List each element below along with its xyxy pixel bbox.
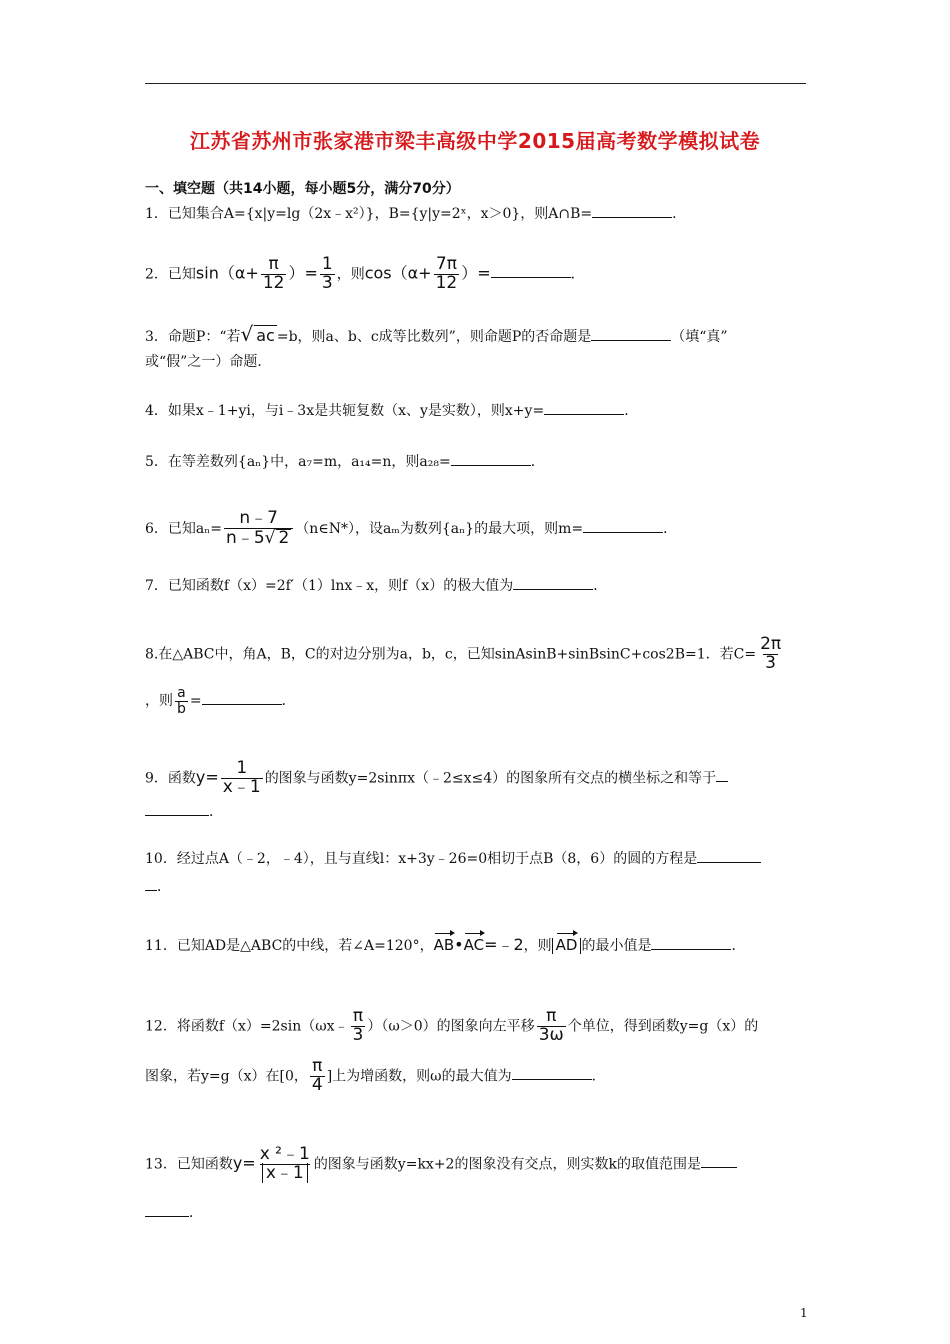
question-8: 8.在△ABC中，角A，B，C的对边分别为a，b，c，已知sinAsinB+sinBsinC+cos2B=1．若C= $\frac{2\pi}{3}$ [145, 634, 782, 673]
vector-ab: AB [433, 936, 455, 954]
sqrt-symbol: √ [240, 322, 254, 346]
vector-ac: AC [463, 936, 485, 954]
answer-blank[interactable] [512, 1065, 592, 1080]
fraction: $\frac{\pi}{4}$ [311, 1056, 323, 1095]
answer-blank[interactable] [202, 690, 282, 705]
fraction: $\frac{1}{x﹣1}$ [222, 758, 261, 797]
fraction: $\frac{\pi}{12}$ [262, 254, 285, 293]
answer-blank-cont[interactable] [145, 1202, 189, 1217]
page-number: 1 [800, 1306, 808, 1320]
question-9-line-2: ． [145, 801, 223, 822]
question-1: 1．已知集合A={x|y=lg（2x﹣x²）}，B={y|y=2ˣ，x＞0}，则A∩B= ． [145, 203, 686, 224]
answer-blank[interactable] [716, 767, 728, 782]
question-2: 2．已知sin（α+ $\frac{\pi}{12}$ ）= $\frac{1}{3}$ ，则cos（α+ $\frac{7\pi}{12}$ ）= ． [145, 254, 585, 293]
fraction: $\frac{\pi}{3\omega}$ [538, 1006, 564, 1045]
answer-blank[interactable] [697, 848, 761, 863]
question-5: 5．在等差数列{aₙ}中，a₇=m，a₁₄=n，则a₂₈= ． [145, 451, 545, 472]
question-8-line-2: ，则 $\frac{a}{b}$ = ． [145, 685, 296, 717]
answer-blank[interactable] [592, 203, 672, 218]
fraction: $\frac{7\pi}{12}$ [435, 254, 458, 293]
question-3: 3．命题P：“若√ ac =b，则a、b、c成等比数列”，则命题P的否命题是 （填“真” [145, 322, 728, 346]
question-4: 4．如果x﹣1+yi，与i﹣3x是共轭复数（x、y是实数），则x+y= ． [145, 400, 638, 421]
document-title: 江苏省苏州市张家港市梁丰高级中学2015届高考数学模拟试卷 [189, 129, 761, 153]
question-12-line-2: 图象，若y=g（x）在[0， $\frac{\pi}{4}$ ]上为增函数，则ω的最大值为 ． [145, 1056, 606, 1095]
fraction: $\frac{1}{3}$ [321, 254, 333, 293]
answer-blank-cont[interactable] [145, 876, 157, 891]
question-6: 6．已知aₙ= $\frac{n﹣7}{n﹣5√ 2}$ （n∈N*），设aₘ为数列{aₙ}的最大项，则m= ． [145, 508, 678, 548]
answer-blank[interactable] [451, 451, 531, 466]
answer-blank[interactable] [591, 326, 671, 341]
answer-blank[interactable] [491, 263, 571, 278]
fraction: $\frac{\pi}{3}$ [352, 1006, 364, 1045]
header-rule [145, 83, 806, 84]
question-text: 1．已知集合A={x|y=lg（2x﹣x²）}，B={y|y=2ˣ，x＞0}，则A∩B= [145, 206, 593, 222]
fraction: $\frac{a}{b}$ [177, 685, 186, 717]
question-7: 7．已知函数f（x）=2f′（1）lnx﹣x，则f（x）的极大值为 ． [145, 575, 607, 596]
question-11: 11．已知AD是△ABC的中线，若∠A=120°，AB•AC=﹣2，则 AD 的最小值是 ． [145, 935, 746, 954]
answer-blank[interactable] [513, 575, 593, 590]
answer-blank[interactable] [583, 518, 663, 533]
vector-ad: AD [555, 936, 578, 954]
fraction: $\frac{\text{x ²﹣1}}{x﹣1}$ [259, 1144, 310, 1183]
question-3-line-2: 或“假”之一）命题． [145, 354, 272, 370]
answer-blank-cont[interactable] [145, 801, 209, 816]
answer-blank[interactable] [544, 400, 624, 415]
question-13-line-2: ． [145, 1202, 203, 1223]
question-12: 12．将函数f（x）=2sin（ωx﹣ $\frac{\pi}{3}$ ）（ω＞0）的图象向左平移 $\frac{\pi}{3\omega}$ 个单位，得到函数y=g（x）的 [145, 1006, 759, 1045]
question-9: 9．函数y= $\frac{1}{x﹣1}$ 的图象与函数y=2sinπx（﹣2≤x≤4）的图象所有交点的横坐标之和等于 [145, 760, 728, 797]
question-13: 13．已知函数y= $\frac{\text{x ²﹣1}}{x﹣1}$ 的图象与函数y=kx+2的图象没有交点，则实数k的取值范围是 [145, 1146, 737, 1183]
question-10: 10．经过点A（﹣2，﹣4），且与直线l：x+3y﹣26=0相切于点B（8，6）的圆的方程是 [145, 848, 761, 869]
answer-blank[interactable] [701, 1153, 737, 1168]
answer-blank[interactable] [651, 935, 731, 950]
fraction: $\frac{n﹣7}{n﹣5√ 2}$ [224, 510, 293, 548]
section-header: 一、填空题（共14小题，每小题5分，满分70分） [145, 181, 460, 197]
question-10-line-2: ． [145, 876, 171, 897]
fraction: $\frac{2\pi}{3}$ [760, 634, 782, 673]
